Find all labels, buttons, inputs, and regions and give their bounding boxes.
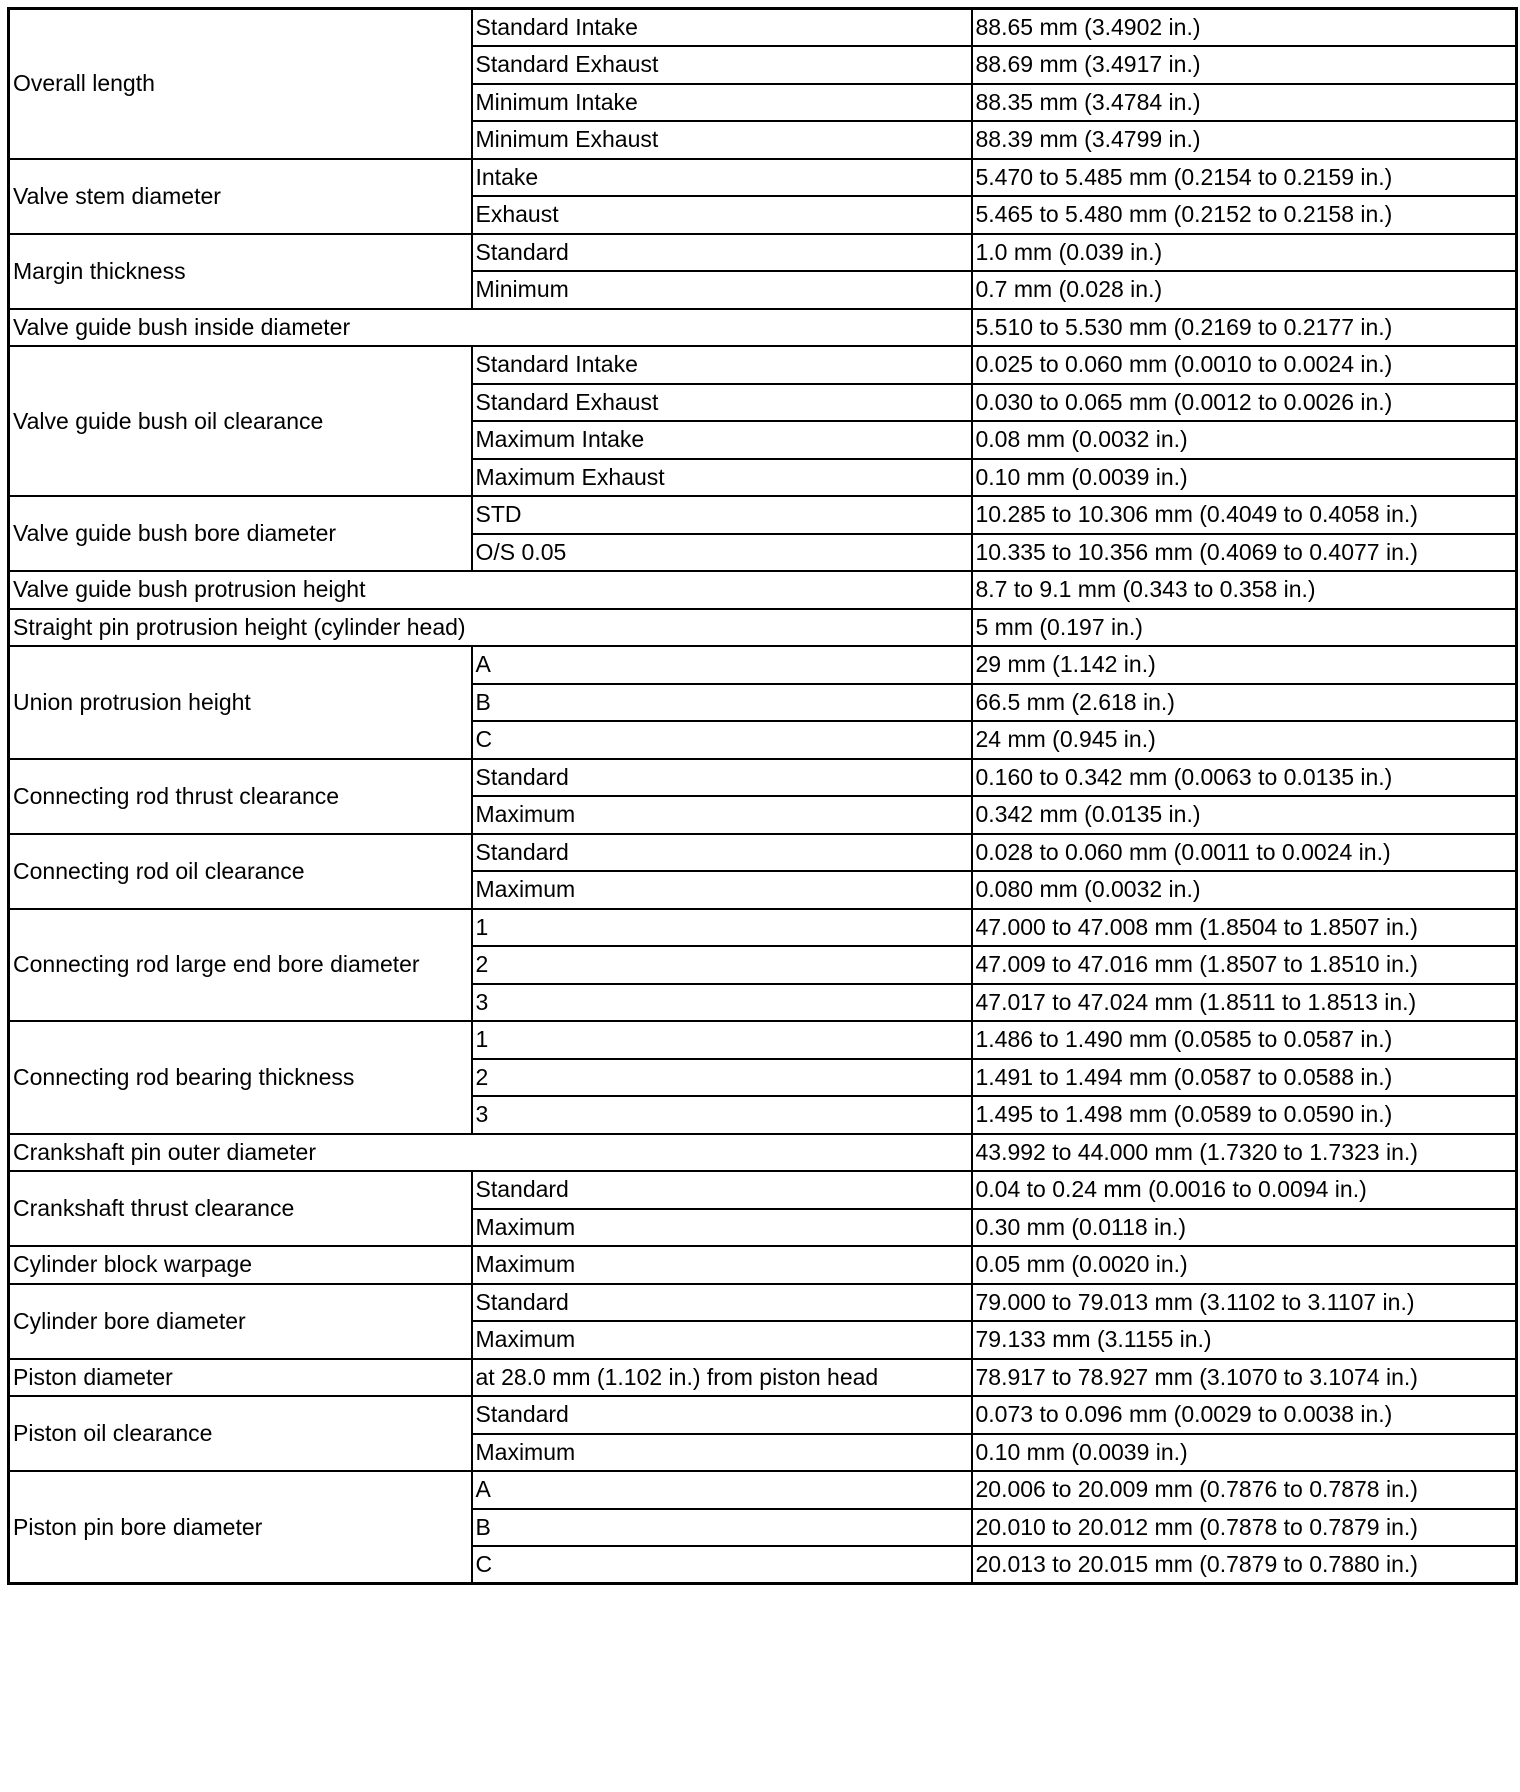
item-label-cell: Cylinder bore diameter	[9, 1284, 472, 1359]
value-cell: 47.000 to 47.008 mm (1.8504 to 1.8507 in.)	[972, 909, 1517, 947]
table-row	[9, 346, 1517, 384]
table-row	[9, 1284, 1517, 1322]
condition-cell: Standard	[472, 759, 972, 797]
item-label-cell: Margin thickness	[9, 234, 472, 309]
spec-table	[7, 7, 1518, 1585]
value-cell: 0.10 mm (0.0039 in.)	[972, 1434, 1517, 1472]
condition-cell: Standard	[472, 1171, 972, 1209]
condition-cell: Standard	[472, 834, 972, 872]
value-cell: 0.7 mm (0.028 in.)	[972, 271, 1517, 309]
item-label-cell: Connecting rod thrust clearance	[9, 759, 472, 834]
condition-cell: Maximum	[472, 1209, 972, 1247]
value-cell: 0.025 to 0.060 mm (0.0010 to 0.0024 in.)	[972, 346, 1517, 384]
value-cell: 5.470 to 5.485 mm (0.2154 to 0.2159 in.)	[972, 159, 1517, 197]
item-label-cell: Overall length	[9, 9, 472, 159]
condition-cell: C	[472, 721, 972, 759]
condition-cell: Standard	[472, 234, 972, 272]
condition-cell: O/S 0.05	[472, 534, 972, 572]
condition-cell: Standard	[472, 1396, 972, 1434]
table-row	[9, 834, 1517, 872]
value-cell: 5.465 to 5.480 mm (0.2152 to 0.2158 in.)	[972, 196, 1517, 234]
item-label-cell: Valve guide bush bore diameter	[9, 496, 472, 571]
item-label-cell: Crankshaft pin outer diameter	[9, 1134, 972, 1172]
table-row	[9, 9, 1517, 47]
condition-cell: 3	[472, 984, 972, 1022]
value-cell: 0.30 mm (0.0118 in.)	[972, 1209, 1517, 1247]
value-cell: 0.08 mm (0.0032 in.)	[972, 421, 1517, 459]
value-cell: 0.080 mm (0.0032 in.)	[972, 871, 1517, 909]
table-row	[9, 309, 1517, 347]
condition-cell: A	[472, 646, 972, 684]
table-row	[9, 609, 1517, 647]
table-row	[9, 759, 1517, 797]
condition-cell: 1	[472, 909, 972, 947]
item-label-cell: Connecting rod bearing thickness	[9, 1021, 472, 1134]
value-cell: 1.495 to 1.498 mm (0.0589 to 0.0590 in.)	[972, 1096, 1517, 1134]
value-cell: 1.491 to 1.494 mm (0.0587 to 0.0588 in.)	[972, 1059, 1517, 1097]
condition-cell: Standard	[472, 1284, 972, 1322]
condition-cell: Minimum	[472, 271, 972, 309]
condition-cell: at 28.0 mm (1.102 in.) from piston head	[472, 1359, 972, 1397]
value-cell: 47.017 to 47.024 mm (1.8511 to 1.8513 in.)	[972, 984, 1517, 1022]
table-row	[9, 1171, 1517, 1209]
value-cell: 0.05 mm (0.0020 in.)	[972, 1246, 1517, 1284]
value-cell: 10.335 to 10.356 mm (0.4069 to 0.4077 in.)	[972, 534, 1517, 572]
item-label-cell: Cylinder block warpage	[9, 1246, 472, 1284]
condition-cell: 1	[472, 1021, 972, 1059]
table-row	[9, 646, 1517, 684]
condition-cell: Standard Intake	[472, 9, 972, 47]
value-cell: 0.10 mm (0.0039 in.)	[972, 459, 1517, 497]
item-label-cell: Valve guide bush inside diameter	[9, 309, 972, 347]
value-cell: 10.285 to 10.306 mm (0.4049 to 0.4058 in.)	[972, 496, 1517, 534]
value-cell: 24 mm (0.945 in.)	[972, 721, 1517, 759]
condition-cell: Maximum	[472, 1434, 972, 1472]
item-label-cell: Valve guide bush protrusion height	[9, 571, 972, 609]
value-cell: 88.65 mm (3.4902 in.)	[972, 9, 1517, 47]
condition-cell: B	[472, 1509, 972, 1547]
value-cell: 29 mm (1.142 in.)	[972, 646, 1517, 684]
item-label-cell: Connecting rod large end bore diameter	[9, 909, 472, 1022]
value-cell: 0.04 to 0.24 mm (0.0016 to 0.0094 in.)	[972, 1171, 1517, 1209]
condition-cell: Maximum	[472, 871, 972, 909]
condition-cell: STD	[472, 496, 972, 534]
table-row	[9, 496, 1517, 534]
condition-cell: C	[472, 1546, 972, 1584]
value-cell: 88.39 mm (3.4799 in.)	[972, 121, 1517, 159]
item-label-cell: Valve stem diameter	[9, 159, 472, 234]
value-cell: 1.486 to 1.490 mm (0.0585 to 0.0587 in.)	[972, 1021, 1517, 1059]
condition-cell: Standard Exhaust	[472, 46, 972, 84]
condition-cell: Minimum Exhaust	[472, 121, 972, 159]
value-cell: 0.073 to 0.096 mm (0.0029 to 0.0038 in.)	[972, 1396, 1517, 1434]
value-cell: 47.009 to 47.016 mm (1.8507 to 1.8510 in.)	[972, 946, 1517, 984]
value-cell: 78.917 to 78.927 mm (3.1070 to 3.1074 in.)	[972, 1359, 1517, 1397]
value-cell: 20.006 to 20.009 mm (0.7876 to 0.7878 in.)	[972, 1471, 1517, 1509]
value-cell: 20.010 to 20.012 mm (0.7878 to 0.7879 in.)	[972, 1509, 1517, 1547]
table-row	[9, 1359, 1517, 1397]
condition-cell: Standard Exhaust	[472, 384, 972, 422]
condition-cell: 2	[472, 946, 972, 984]
value-cell: 43.992 to 44.000 mm (1.7320 to 1.7323 in.)	[972, 1134, 1517, 1172]
condition-cell: Standard Intake	[472, 346, 972, 384]
value-cell: 5.510 to 5.530 mm (0.2169 to 0.2177 in.)	[972, 309, 1517, 347]
table-row	[9, 1471, 1517, 1509]
table-row	[9, 1396, 1517, 1434]
value-cell: 0.342 mm (0.0135 in.)	[972, 796, 1517, 834]
value-cell: 88.35 mm (3.4784 in.)	[972, 84, 1517, 122]
table-row	[9, 1246, 1517, 1284]
condition-cell: B	[472, 684, 972, 722]
value-cell: 79.000 to 79.013 mm (3.1102 to 3.1107 in.)	[972, 1284, 1517, 1322]
item-label-cell: Crankshaft thrust clearance	[9, 1171, 472, 1246]
condition-cell: Minimum Intake	[472, 84, 972, 122]
item-label-cell: Piston diameter	[9, 1359, 472, 1397]
item-label-cell: Valve guide bush oil clearance	[9, 346, 472, 496]
item-label-cell: Piston oil clearance	[9, 1396, 472, 1471]
condition-cell: 3	[472, 1096, 972, 1134]
value-cell: 66.5 mm (2.618 in.)	[972, 684, 1517, 722]
value-cell: 79.133 mm (3.1155 in.)	[972, 1321, 1517, 1359]
condition-cell: Maximum Exhaust	[472, 459, 972, 497]
table-row	[9, 909, 1517, 947]
value-cell: 8.7 to 9.1 mm (0.343 to 0.358 in.)	[972, 571, 1517, 609]
condition-cell: Maximum	[472, 1246, 972, 1284]
condition-cell: Exhaust	[472, 196, 972, 234]
condition-cell: Intake	[472, 159, 972, 197]
value-cell: 88.69 mm (3.4917 in.)	[972, 46, 1517, 84]
condition-cell: A	[472, 1471, 972, 1509]
table-row	[9, 1021, 1517, 1059]
value-cell: 1.0 mm (0.039 in.)	[972, 234, 1517, 272]
condition-cell: 2	[472, 1059, 972, 1097]
item-label-cell: Union protrusion height	[9, 646, 472, 759]
item-label-cell: Piston pin bore diameter	[9, 1471, 472, 1584]
item-label-cell: Connecting rod oil clearance	[9, 834, 472, 909]
item-label-cell: Straight pin protrusion height (cylinder head)	[9, 609, 972, 647]
table-row	[9, 234, 1517, 272]
value-cell: 0.160 to 0.342 mm (0.0063 to 0.0135 in.)	[972, 759, 1517, 797]
value-cell: 0.030 to 0.065 mm (0.0012 to 0.0026 in.)	[972, 384, 1517, 422]
condition-cell: Maximum Intake	[472, 421, 972, 459]
condition-cell: Maximum	[472, 796, 972, 834]
spec-table-body	[9, 9, 1517, 1584]
value-cell: 5 mm (0.197 in.)	[972, 609, 1517, 647]
table-row	[9, 1134, 1517, 1172]
value-cell: 20.013 to 20.015 mm (0.7879 to 0.7880 in.)	[972, 1546, 1517, 1584]
value-cell: 0.028 to 0.060 mm (0.0011 to 0.0024 in.)	[972, 834, 1517, 872]
table-row	[9, 571, 1517, 609]
condition-cell: Maximum	[472, 1321, 972, 1359]
table-row	[9, 159, 1517, 197]
